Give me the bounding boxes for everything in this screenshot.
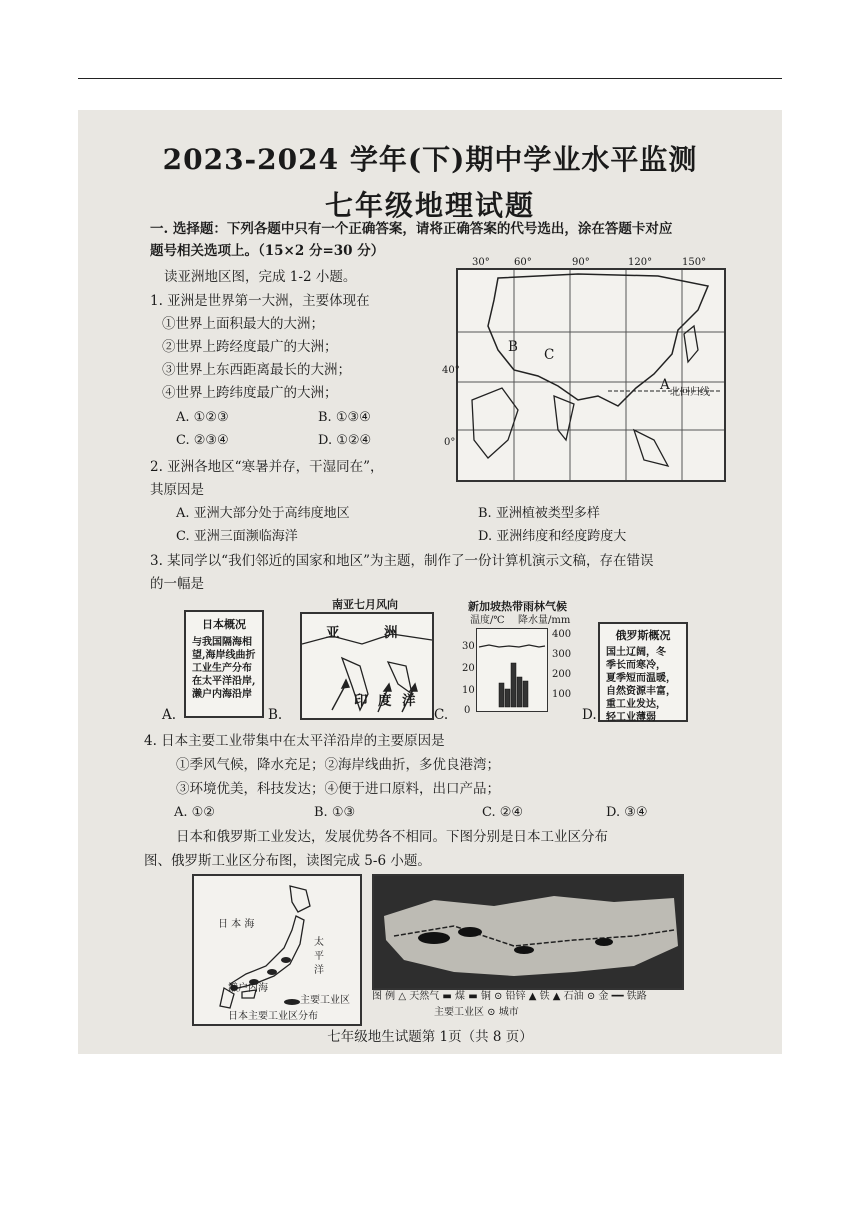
slide-c-right-tick: 300 xyxy=(552,649,572,660)
q2-option-b[interactable]: B. 亚洲植被类型多样 xyxy=(478,506,600,521)
precip-bar xyxy=(511,663,516,707)
slide-c-left-tick: 20 xyxy=(462,663,475,674)
map-lon-label: 30° xyxy=(472,257,490,268)
slide-c-right-tick: 400 xyxy=(552,629,572,640)
map-lon-label: 150° xyxy=(682,257,707,268)
slide-russia-overview xyxy=(598,622,688,722)
slide-c-right-tick: 100 xyxy=(552,689,572,700)
q3-stem-line1: 3. 某同学以“我们邻近的国家和地区”为主题，制作了一份计算机演示文稿，存在错误 xyxy=(150,553,654,569)
map-lat-label: 0° xyxy=(444,437,456,448)
q4-items-line1: ①季风气候，降水充足；②海岸线曲折，多优良港湾； xyxy=(176,757,500,773)
map-lat-label: 40° xyxy=(442,365,460,376)
slide-b-label: 印 xyxy=(354,693,368,709)
q2-stem-line1: 2. 亚洲各地区“寒暑并存，干湿同在”， xyxy=(150,459,384,475)
precip-bar xyxy=(517,677,522,707)
climate-chart-graphic xyxy=(477,629,547,711)
slide-c-right-tick: 200 xyxy=(552,669,572,680)
precip-bar xyxy=(523,681,528,707)
slide-b-option[interactable]: B. xyxy=(268,707,283,723)
q2-option-a[interactable]: A. 亚洲大部分处于高纬度地区 xyxy=(176,506,350,521)
q2-option-c[interactable]: C. 亚洲三面濒临海洋 xyxy=(176,529,298,544)
industrial-zone xyxy=(267,969,277,975)
slide-b-title: 南亚七月风向 xyxy=(332,598,398,611)
intro-q5-6-line1: 日本和俄罗斯工业发达，发展优势各不相同。下图分别是日本工业区分布 xyxy=(176,829,608,845)
industrial-zone xyxy=(458,927,482,937)
industrial-zone xyxy=(418,932,450,944)
slide-c-left-axis: 温度/℃ xyxy=(470,615,505,626)
asia-map-graphic xyxy=(458,270,724,480)
slide-d-line: 轻工业薄弱 xyxy=(606,712,656,723)
southeast-asia-outline xyxy=(634,430,668,466)
slide-d-line: 夏季短而温暖， xyxy=(606,673,676,684)
exam-title: 2023-2024 学年(下)期中学业水平监测 xyxy=(162,143,698,176)
industrial-zone xyxy=(514,946,534,954)
slide-a-label[interactable]: A. xyxy=(162,707,177,723)
russia-map-graphic xyxy=(374,876,682,988)
slide-climate-chart xyxy=(476,628,548,712)
slide-japan-overview xyxy=(184,610,264,718)
slide-a-line: 在太平洋沿岸, xyxy=(192,676,256,687)
slide-b-label: 亚 xyxy=(326,625,340,641)
intro-q1-2: 读亚洲地区图，完成 1-2 小题。 xyxy=(164,269,357,285)
slide-c-left-tick: 10 xyxy=(462,685,475,696)
slide-d-line: 季长而寒冷， xyxy=(606,660,666,671)
q4-option-b[interactable]: B. ①③ xyxy=(314,805,356,820)
q4-option-c[interactable]: C. ②④ xyxy=(482,805,524,820)
japan-legend-label: 主要工业区 xyxy=(300,995,350,1006)
slide-d-line: 自然资源丰富， xyxy=(606,686,676,697)
slide-d-line: 重工业发达， xyxy=(606,699,666,710)
q3-stem-line2: 的一幅是 xyxy=(150,576,204,592)
q1-stem: 1. 亚洲是世界第一大洲，主要体现在 xyxy=(150,293,370,309)
slide-b-label: 洋 xyxy=(402,693,416,709)
russia-legend-line2: 主要工业区 ⊙ 城市 xyxy=(434,1007,519,1018)
map-region-label: A xyxy=(660,377,670,393)
japan-outline xyxy=(684,326,698,362)
map-region-label: C xyxy=(544,347,555,363)
map-lon-label: 120° xyxy=(628,257,653,268)
japan-map-caption: 日本主要工业区分布 xyxy=(228,1011,318,1022)
section-heading-line2: 题号相关选项上。（15×2 分=30 分） xyxy=(150,243,385,259)
section-heading-line1: 一. 选择题：下列各题中只有一个正确答案，请将正确答案的代号选出，涂在答题卡对应 xyxy=(150,221,673,237)
q4-option-d[interactable]: D. ③④ xyxy=(606,805,648,820)
hokkaido xyxy=(290,886,310,912)
slide-a-line: 工业生产分布 xyxy=(192,663,252,674)
q1-item: ②世界上跨经度最广的大洲； xyxy=(162,339,338,355)
q4-items-line2: ③环境优美，科技发达；④便于进口原料，出口产品； xyxy=(176,781,500,797)
intro-q5-6-line2: 图、俄罗斯工业区分布图，读图完成 5-6 小题。 xyxy=(144,853,431,869)
inland-sea-label: 濑户内海 xyxy=(228,983,268,994)
slide-a-line: 与我国隔海相 xyxy=(192,637,252,648)
precip-bar xyxy=(505,689,510,707)
q4-option-a[interactable]: A. ①② xyxy=(174,805,215,820)
industrial-zone xyxy=(281,957,291,963)
pacific-label: 平 xyxy=(314,951,324,962)
russia-industry-map xyxy=(372,874,684,990)
slide-a-line: 濑户内海沿岸 xyxy=(192,689,252,700)
slide-b-label: 度 xyxy=(378,693,392,709)
slide-a-title: 日本概况 xyxy=(202,618,246,631)
slide-c-left-tick: 30 xyxy=(462,641,475,652)
slide-c-title: 新加坡热带雨林气候 xyxy=(468,600,567,613)
slide-d-body xyxy=(606,646,686,724)
q1-option-d[interactable]: D. ①②④ xyxy=(318,433,372,448)
asia-map xyxy=(456,268,726,482)
page-footer: 七年级地生试题第 1页（共 8 页） xyxy=(327,1029,533,1045)
slide-d-line: 国土辽阔，冬 xyxy=(606,647,666,658)
slide-d-title: 俄罗斯概况 xyxy=(615,629,671,642)
q1-option-a[interactable]: A. ①②③ xyxy=(176,410,229,425)
q2-option-d[interactable]: D. 亚洲纬度和经度跨度大 xyxy=(478,529,627,544)
q1-item: ④世界上跨纬度最广的大洲； xyxy=(162,385,338,401)
slide-c-option[interactable]: C. xyxy=(434,707,449,723)
q1-option-c[interactable]: C. ②③④ xyxy=(176,433,229,448)
slide-d-option[interactable]: D. xyxy=(582,707,597,723)
scanned-exam-page xyxy=(78,110,782,1054)
q1-item: ①世界上面积最大的大洲； xyxy=(162,316,324,332)
russia-legend-line1: 图 例 △ 天然气 ▬ 煤 ▬ 铜 ⊙ 铅锌 ▲ 铁 ▲ 石油 ⊙ 金 ━━ 铁路 xyxy=(372,991,647,1002)
map-lon-label: 60° xyxy=(514,257,532,268)
temperature-line xyxy=(479,645,545,647)
map-lon-label: 90° xyxy=(572,257,590,268)
q1-option-b[interactable]: B. ①③④ xyxy=(318,410,371,425)
japan-sea-label: 日 本 海 xyxy=(218,919,255,930)
slide-b-label: 洲 xyxy=(384,625,398,641)
exam-subtitle: 七年级地理试题 xyxy=(324,189,535,222)
arabia-outline xyxy=(472,388,518,458)
india-outline xyxy=(554,396,574,440)
map-region-label: B xyxy=(508,339,518,355)
precip-bar xyxy=(499,683,504,707)
q4-stem: 4. 日本主要工业带集中在太平洋沿岸的主要原因是 xyxy=(144,733,445,749)
top-rule xyxy=(78,78,782,79)
q1-item: ③世界上东西距离最长的大洲； xyxy=(162,362,351,378)
slide-a-body xyxy=(192,636,262,701)
industrial-zone xyxy=(595,938,613,946)
slide-a-line: 望,海岸线曲折 xyxy=(192,650,256,661)
slide-c-right-axis: 降水量/mm xyxy=(518,615,571,626)
legend-swatch xyxy=(284,999,300,1005)
slide-c-left-tick: 0 xyxy=(464,705,471,716)
pacific-label: 太 xyxy=(314,937,324,948)
q2-stem-line2: 其原因是 xyxy=(150,482,204,498)
pacific-label: 洋 xyxy=(314,965,324,976)
tropic-label: 北回归线 xyxy=(670,387,710,398)
